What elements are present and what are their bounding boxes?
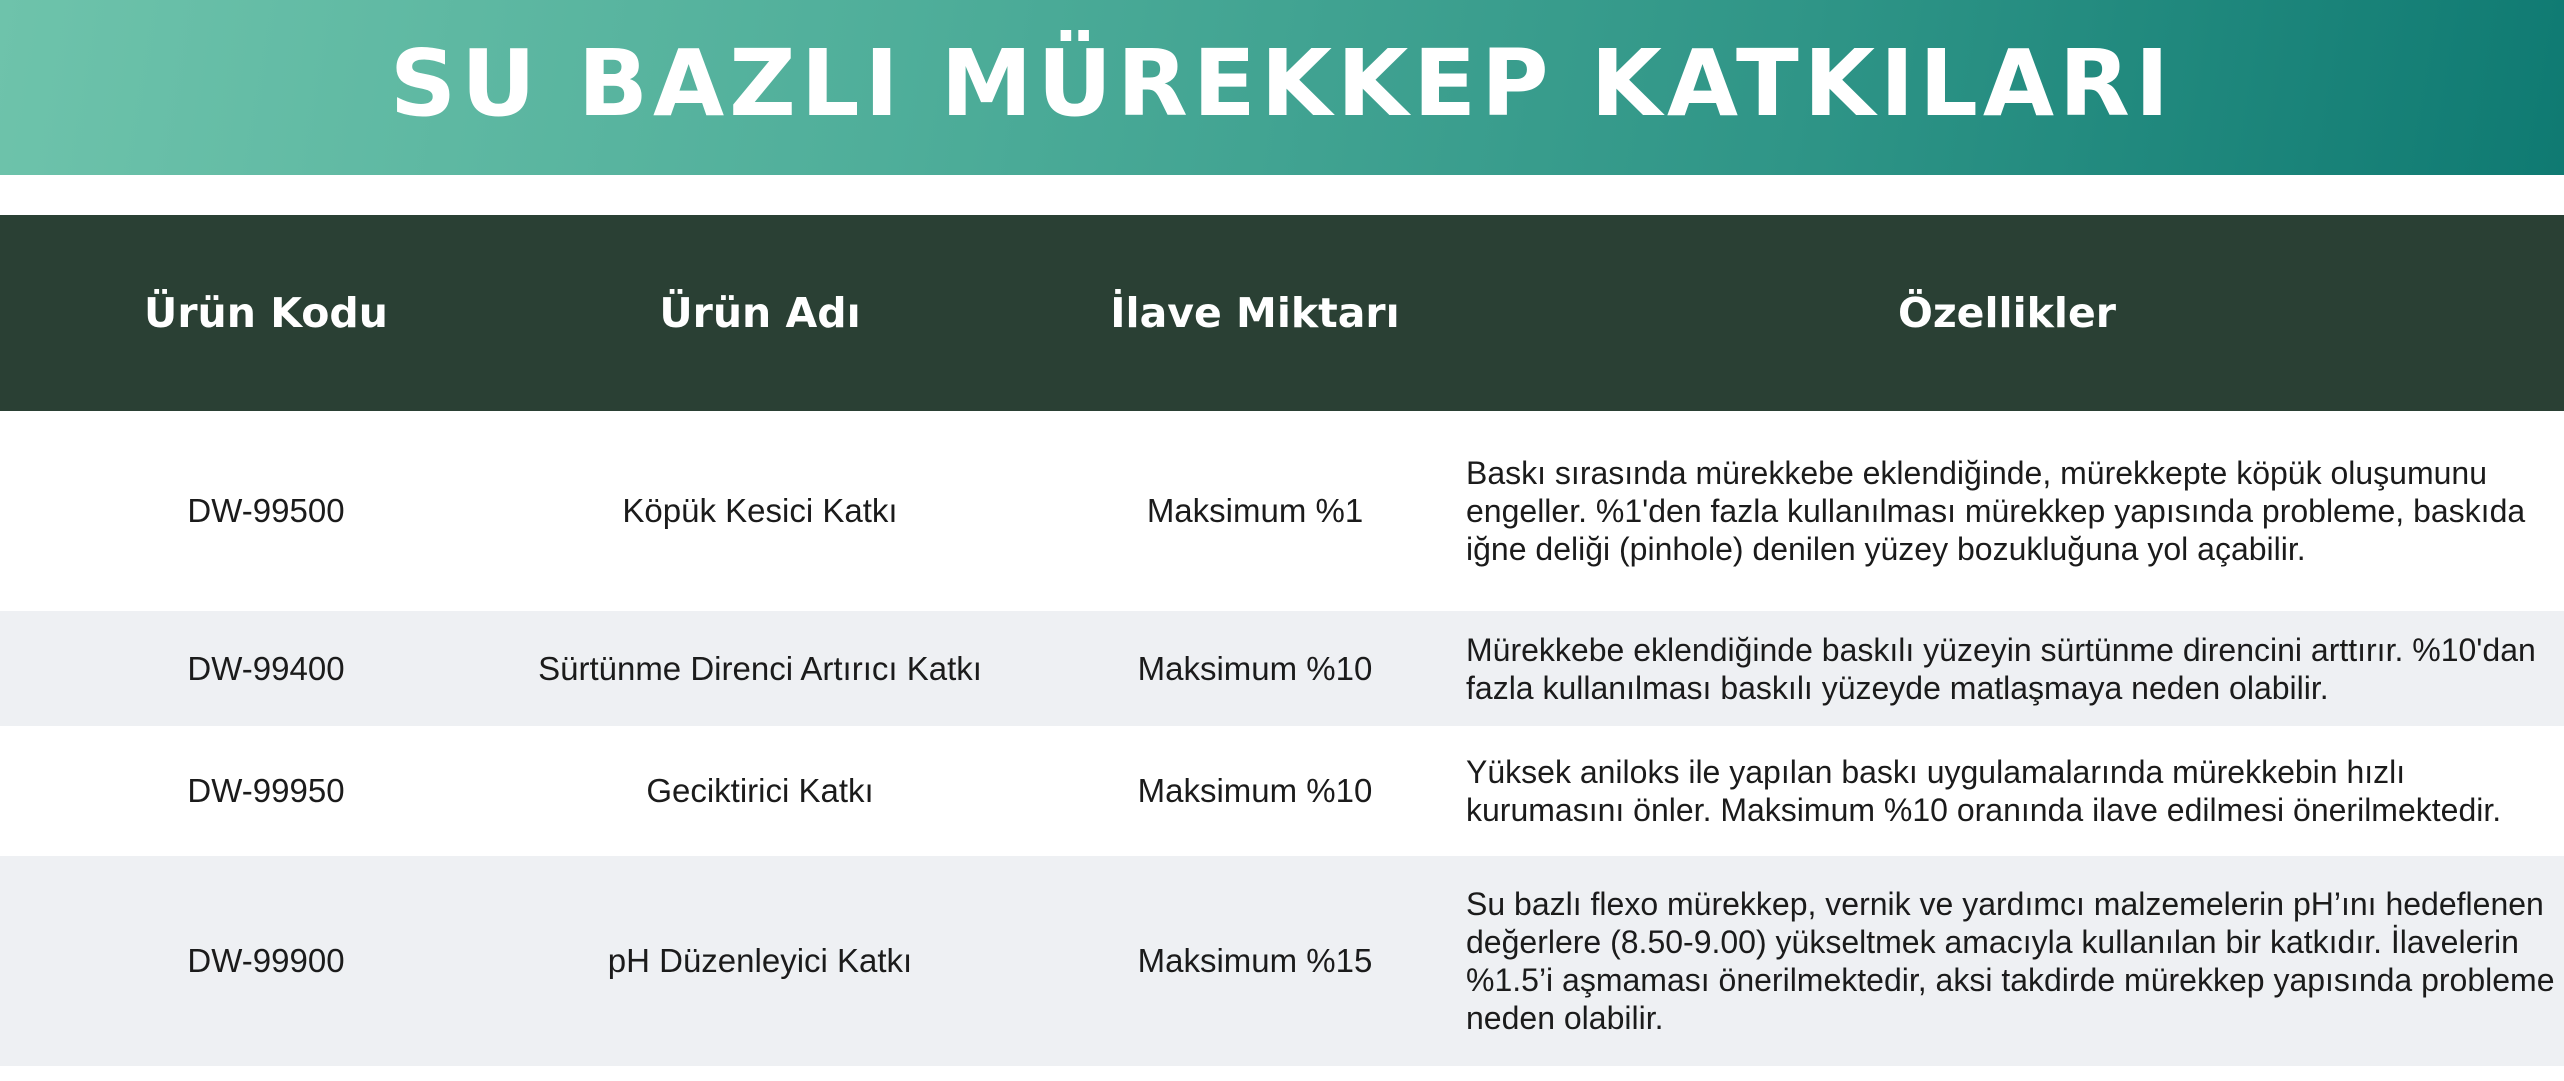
features-text: Mürekkebe eklendiğinde baskılı yüzeyin sürtünme direncini arttırır. %10'dan fazla kullanılması baskılı yüzeyde matlaşmaya neden olabilir.	[1466, 631, 2536, 706]
cell-features	[1466, 856, 2558, 1066]
features-text: Baskı sırasında mürekkebe eklendiğinde, mürekkepte köpük oluşumunu engeller. %1'den fazla kullanılması mürekkep yapısında probleme, baskıda iğne deliği (pinhole) denilen yüzey bozukluğuna yol açabilir.	[1466, 455, 2526, 567]
cell-additive-amount: Maksimum %1	[1146, 492, 1364, 529]
header-product-name: Ürün Adı	[659, 289, 861, 337]
cell-features	[1466, 611, 2558, 726]
header-additive-amount: İlave Miktarı	[1110, 289, 1400, 337]
cell-additive-amount: Maksimum %10	[1137, 649, 1373, 687]
title-banner	[0, 0, 2564, 175]
cell-product-code: DW-99400	[187, 649, 345, 687]
features-text: Su bazlı flexo mürekkep, vernik ve yardımcı malzemelerin pH’ını hedeflenen değerlere (8.50-9.00) yükseltmek amacıyla kullanılan bir katkıdır. İlavelerin %1.5’i aşmaması önerilmektedir, aksi takdirde mürekkep yapısında probleme neden olabilir.	[1466, 886, 2555, 1036]
additives-table	[0, 215, 2564, 1066]
cell-product-name: pH Düzenleyici Katkı	[607, 942, 913, 979]
table-row	[0, 726, 2564, 856]
cell-product-code: DW-99500	[187, 492, 345, 529]
page-title: SU BAZLI MÜREKKEP KATKILARI	[389, 29, 2175, 137]
features-text: Yüksek aniloks ile yapılan baskı uygulamalarında mürekkebin hızlı kurumasını önler. Maksimum %10 oranında ilave edilmesi önerilmektedir.	[1466, 754, 2502, 828]
table-row	[0, 611, 2564, 726]
cell-product-code: DW-99900	[187, 942, 345, 979]
cell-additive-amount: Maksimum %15	[1137, 942, 1373, 979]
table-row	[0, 411, 2564, 611]
cell-features	[1466, 411, 2558, 611]
table-row	[0, 856, 2564, 1066]
header-features: Özellikler	[1897, 289, 2117, 337]
header-product-code: Ürün Kodu	[144, 289, 388, 337]
cell-product-name: Geciktirici Katkı	[646, 772, 874, 809]
table-header-row	[0, 215, 2564, 411]
cell-additive-amount: Maksimum %10	[1137, 772, 1373, 809]
cell-product-name: Köpük Kesici Katkı	[622, 492, 898, 529]
cell-product-code: DW-99950	[187, 772, 345, 809]
cell-product-name: Sürtünme Direnci Artırıcı Katkı	[538, 649, 982, 687]
cell-features	[1466, 726, 2558, 856]
